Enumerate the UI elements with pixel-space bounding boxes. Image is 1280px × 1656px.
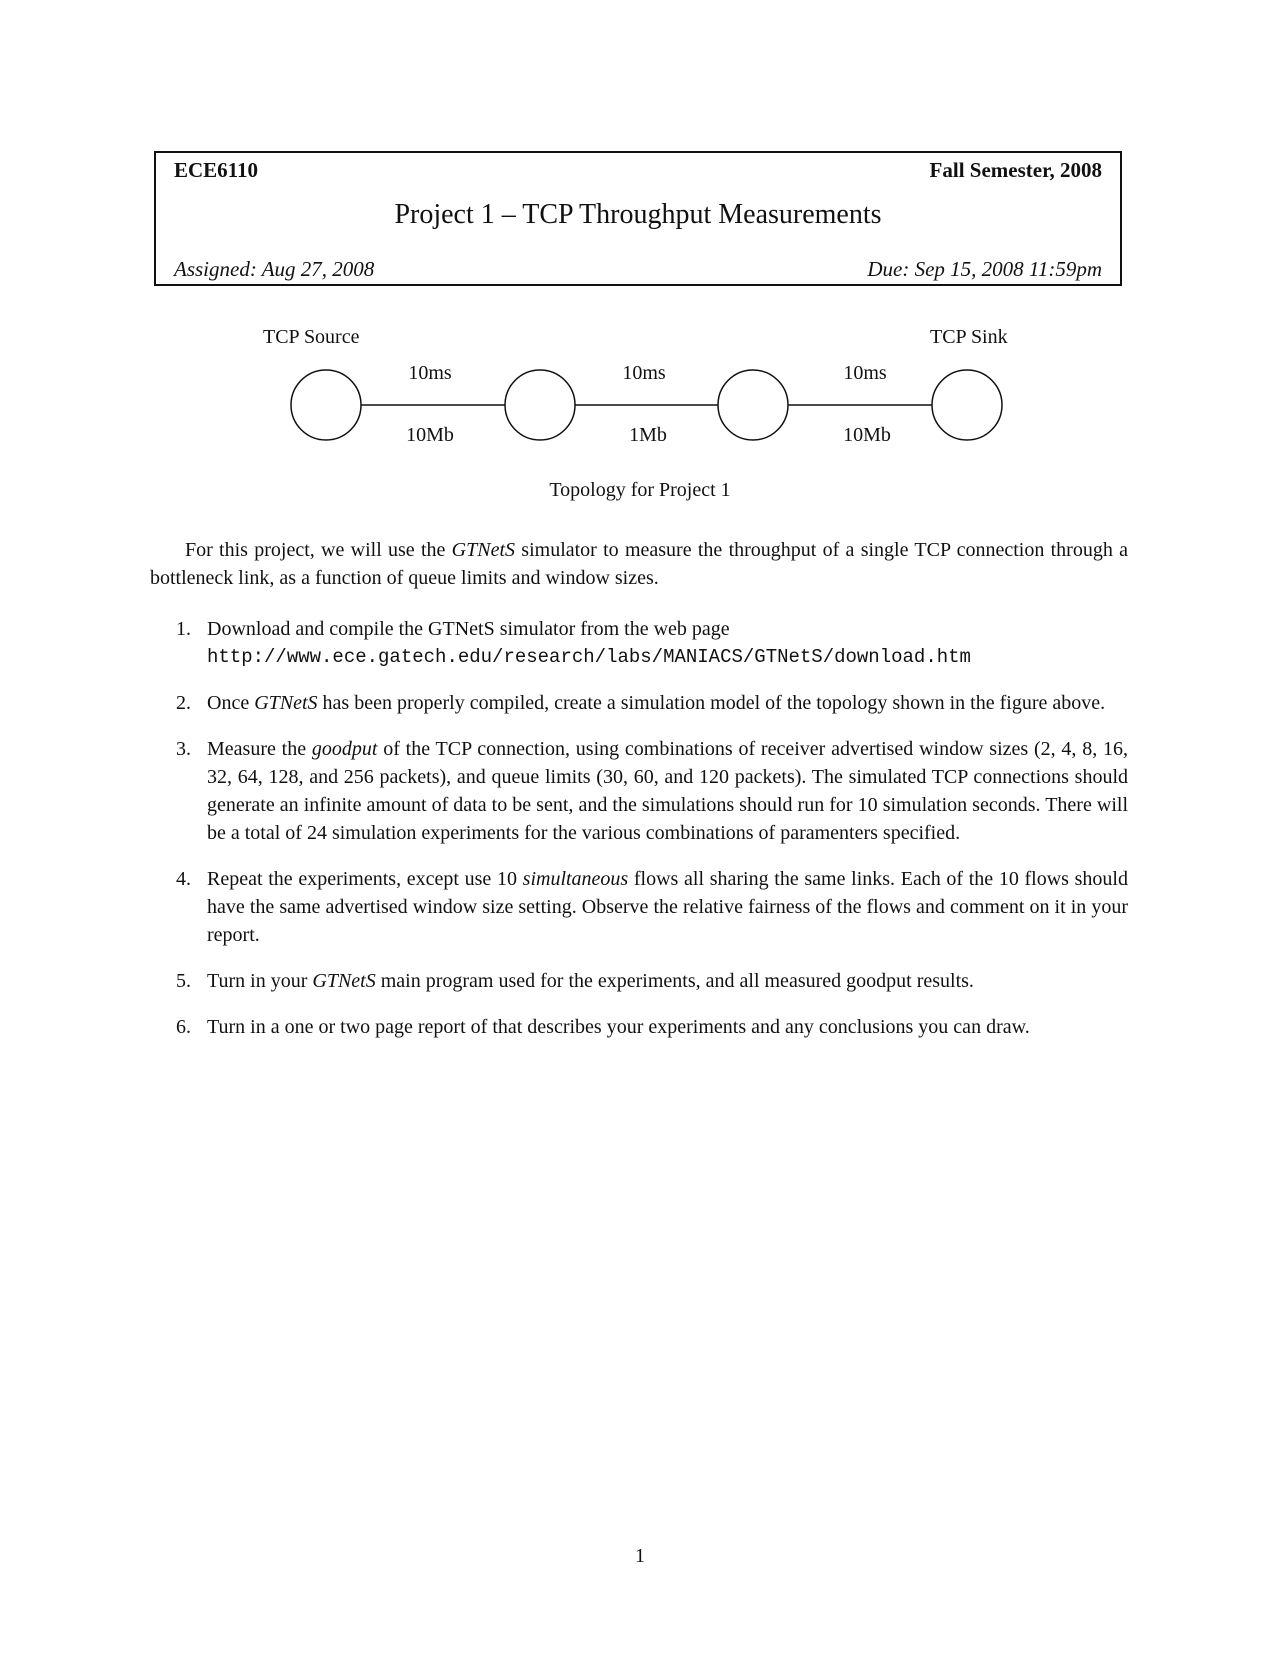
page-number: 1 xyxy=(635,1545,645,1567)
course-code: ECE6110 xyxy=(174,158,259,182)
list-item: 1. Download and compile the GTNetS simulator from the web page http://www.ece.gatech.edu/research/labs/MANIACS/GTNetS/download.htm xyxy=(150,615,1128,671)
list-item: 3. Measure the goodput of the TCP connection, using combinations of receiver advertised window sizes (2, 4, 8, 16, 32, 64, 128, and 256 packets), and queue limits (30, 60, and 120 packets). The simulated TCP connections should generate an infinite amount of data to be sent, and the simulations should run for 10 simulation seconds. There will be a total of 24 simulation experiments for the various combinations of paramenters specified. xyxy=(176,738,1128,844)
list-item: 2. Once GTNetS has been properly compiled, create a simulation model of the topology shown in the figure above. xyxy=(176,692,1106,714)
tcp-source-label: TCP Source xyxy=(263,326,360,348)
due-date: Due: Sep 15, 2008 11:59pm xyxy=(867,257,1102,281)
download-url: http://www.ece.gatech.edu/research/labs/MANIACS/GTNetS/download.htm xyxy=(207,646,971,668)
topology-diagram xyxy=(0,320,1280,470)
assigned-date: Assigned: Aug 27, 2008 xyxy=(174,257,375,281)
page-title: Project 1 – TCP Throughput Measurements xyxy=(394,199,882,230)
diagram-caption: Topology for Project 1 xyxy=(549,479,731,501)
link-2-delay: 10ms xyxy=(622,362,666,384)
list-item: 6. Turn in a one or two page report of that describes your experiments and any conclusions you can draw. xyxy=(176,1016,1030,1038)
link-3-bandwidth: 10Mb xyxy=(843,424,891,446)
list-item: 5. Turn in your GTNetS main program used for the experiments, and all measured goodput results. xyxy=(176,970,974,992)
tcp-sink-label: TCP Sink xyxy=(930,326,1008,348)
semester: Fall Semester, 2008 xyxy=(929,158,1102,182)
list-item: 4. Repeat the experiments, except use 10 simultaneous flows all sharing the same links. Each of the 10 flows should have the same advertised window size setting. Observe the relative fairness of the flows and comment on it in your report. xyxy=(176,868,1128,946)
intro-paragraph: For this project, we will use the GTNetS simulator to measure the throughput of a single TCP connection through a bottleneck link, as a function of queue limits and window sizes. xyxy=(150,539,1128,589)
node-sink xyxy=(932,370,1002,440)
task-list xyxy=(150,615,1128,1059)
header-box xyxy=(154,151,1122,286)
link-1-bandwidth: 10Mb xyxy=(406,424,454,446)
node-source xyxy=(291,370,361,440)
link-2-bandwidth: 1Mb xyxy=(629,424,667,446)
node-router-1 xyxy=(505,370,575,440)
link-3-delay: 10ms xyxy=(843,362,887,384)
link-1-delay: 10ms xyxy=(408,362,452,384)
node-router-2 xyxy=(718,370,788,440)
